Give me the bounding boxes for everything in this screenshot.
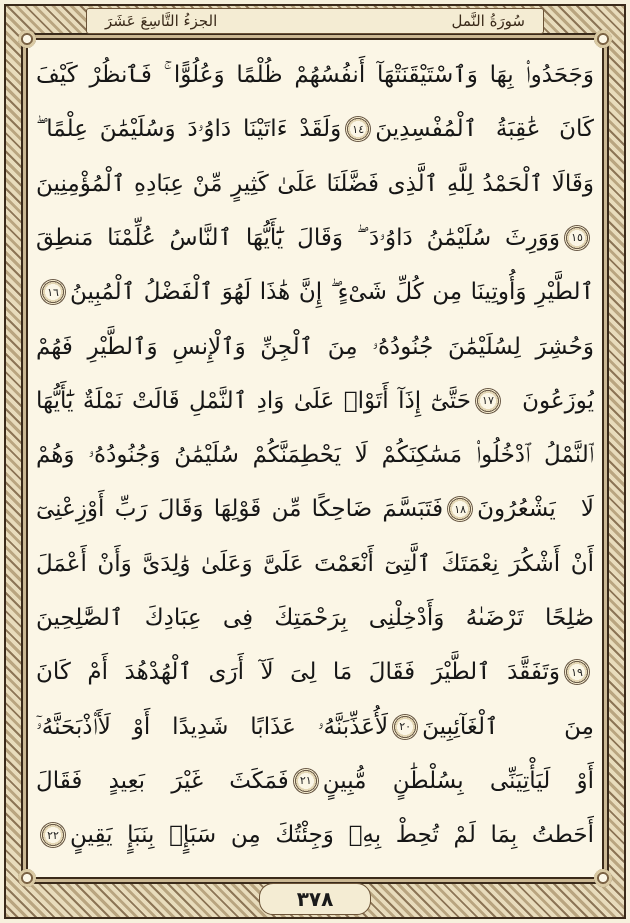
ayah-marker-icon: ١٦ <box>40 279 66 305</box>
text-line <box>36 756 594 806</box>
verse-text: وَتَفَقَّدَ ٱلطَّيْرَ فَقَالَ مَا لِىَ لَآ أَرَى ٱلْهُدْهُدَ أَمْ كَانَ <box>36 659 560 686</box>
verse-text: يُوزَعُونَ <box>522 387 594 414</box>
verse-text: مِنَ ٱلْغَآئِبِينَ <box>422 713 594 740</box>
verse-text: وَوَرِثَ سُلَيْمَٰنُ دَاوُۥدَ ۖ وَقَالَ يَٰٓأَيُّهَا ٱلنَّاسُ عُلِّمْنَا مَنطِقَ <box>36 224 560 251</box>
ayah-marker-icon: ١٥ <box>564 225 590 251</box>
verse-text: لَأُعَذِّبَنَّهُۥ عَذَابًا شَدِيدًا أَوْ لَأَا۟ذْبَحَنَّهُۥٓ <box>36 713 389 740</box>
verse-text: أَوْ لَيَأْتِيَنِّى بِسُلْطَٰنٍ مُّبِينٍ <box>322 767 594 794</box>
verse-text: وَقَالَا ٱلْحَمْدُ لِلَّهِ ٱلَّذِى فَضَّلَنَا عَلَىٰ كَثِيرٍ مِّنْ عِبَادِهِ ٱلْمُؤْمِنِينَ <box>36 170 594 197</box>
ayah-marker-icon: ٢١ <box>293 768 319 794</box>
ayah-marker-icon: ٢٠ <box>392 714 418 740</box>
verse-text: ٱلطَّيْرِ وَأُوتِينَا مِن كُلِّ شَىْءٍ ۖ إِنَّ هَٰذَا لَهُوَ ٱلْفَضْلُ ٱلْمُبِينُ <box>70 279 594 306</box>
verse-text: أَحَطتُ بِمَا لَمْ تُحِطْ بِهِۦ وَجِئْتُكَ مِن سَبَإٍۭ بِنَبَإٍ يَقِينٍ <box>70 822 594 849</box>
verse-text: وَلَقَدْ ءَاتَيْنَا دَاوُۥدَ وَسُلَيْمَٰنَ عِلْمًا ۖ <box>36 116 342 143</box>
corner-ornament-icon <box>18 30 36 48</box>
text-line <box>36 213 594 263</box>
verse-text: ٱلنَّمْلُ ٱدْخُلُوا۟ مَسَٰكِنَكُمْ لَا يَحْطِمَنَّكُمْ سُلَيْمَٰنُ وَجُنُودُهُۥ وَهُمْ <box>36 442 594 469</box>
text-line <box>36 104 594 154</box>
corner-ornament-icon <box>18 869 36 887</box>
ayah-marker-icon: ١٧ <box>475 388 501 414</box>
verse-text: فَمَكَثَ غَيْرَ بَعِيدٍ فَقَالَ <box>36 767 289 794</box>
verse-text: وَحُشِرَ لِسُلَيْمَٰنَ جُنُودُهُۥ مِنَ ٱلْجِنِّ وَٱلْإِنسِ وَٱلطَّيْرِ فَهُمْ <box>36 333 594 360</box>
verse-text: كَانَ عَٰقِبَةُ ٱلْمُفْسِدِينَ <box>375 116 594 143</box>
text-line <box>36 647 594 697</box>
text-line <box>36 267 594 317</box>
text-line <box>36 50 594 100</box>
verse-text: فَتَبَسَّمَ ضَاحِكًا مِّن قَوْلِهَا وَقَالَ رَبِّ أَوْزِعْنِىٓ <box>36 496 444 523</box>
verse-text: صَٰلِحًا تَرْضَىٰهُ وَأَدْخِلْنِى بِرَحْمَتِكَ فِى عِبَادِكَ ٱلصَّٰلِحِينَ <box>36 605 594 631</box>
quran-text <box>36 50 594 865</box>
text-line <box>36 593 594 643</box>
verse-text: لَا يَشْعُرُونَ <box>477 496 594 523</box>
corner-ornament-icon <box>594 869 612 887</box>
page-number: ٣٧٨ <box>296 887 334 911</box>
juz-name: الجزءُ التَّاسِعَ عَشَرَ <box>105 12 218 30</box>
text-line <box>36 322 594 372</box>
text-line <box>36 702 594 752</box>
surah-name: سُورَةُ النَّمل <box>451 12 525 30</box>
text-line <box>36 810 594 860</box>
text-line <box>36 484 594 534</box>
text-line <box>36 376 594 426</box>
text-line <box>36 430 594 480</box>
verse-text: أَنْ أَشْكُرَ نِعْمَتَكَ ٱلَّتِىٓ أَنْعَمْتَ عَلَىَّ وَعَلَىٰ وَٰلِدَىَّ وَأَنْ أَعْمَلَ <box>36 550 594 577</box>
verse-text: وَجَحَدُوا۟ بِهَا وَٱسْتَيْقَنَتْهَآ أَنفُسُهُمْ ظُلْمًا وَعُلُوًّا ۚ فَٱنظُرْ كَيْفَ <box>36 62 594 88</box>
text-line <box>36 539 594 589</box>
page-header <box>86 8 544 34</box>
ayah-marker-icon: ١٤ <box>345 116 371 142</box>
corner-ornament-icon <box>594 30 612 48</box>
page-number-badge <box>259 883 371 915</box>
verse-text: حَتَّىٰٓ إِذَآ أَتَوْا۟ عَلَىٰ وَادِ ٱلنَّمْلِ قَالَتْ نَمْلَةٌ يَٰٓأَيُّهَا <box>36 387 471 414</box>
ayah-marker-icon: ١٩ <box>564 659 590 685</box>
ayah-marker-icon: ١٨ <box>447 496 473 522</box>
ayah-marker-icon: ٢٢ <box>40 822 66 848</box>
text-line <box>36 159 594 209</box>
